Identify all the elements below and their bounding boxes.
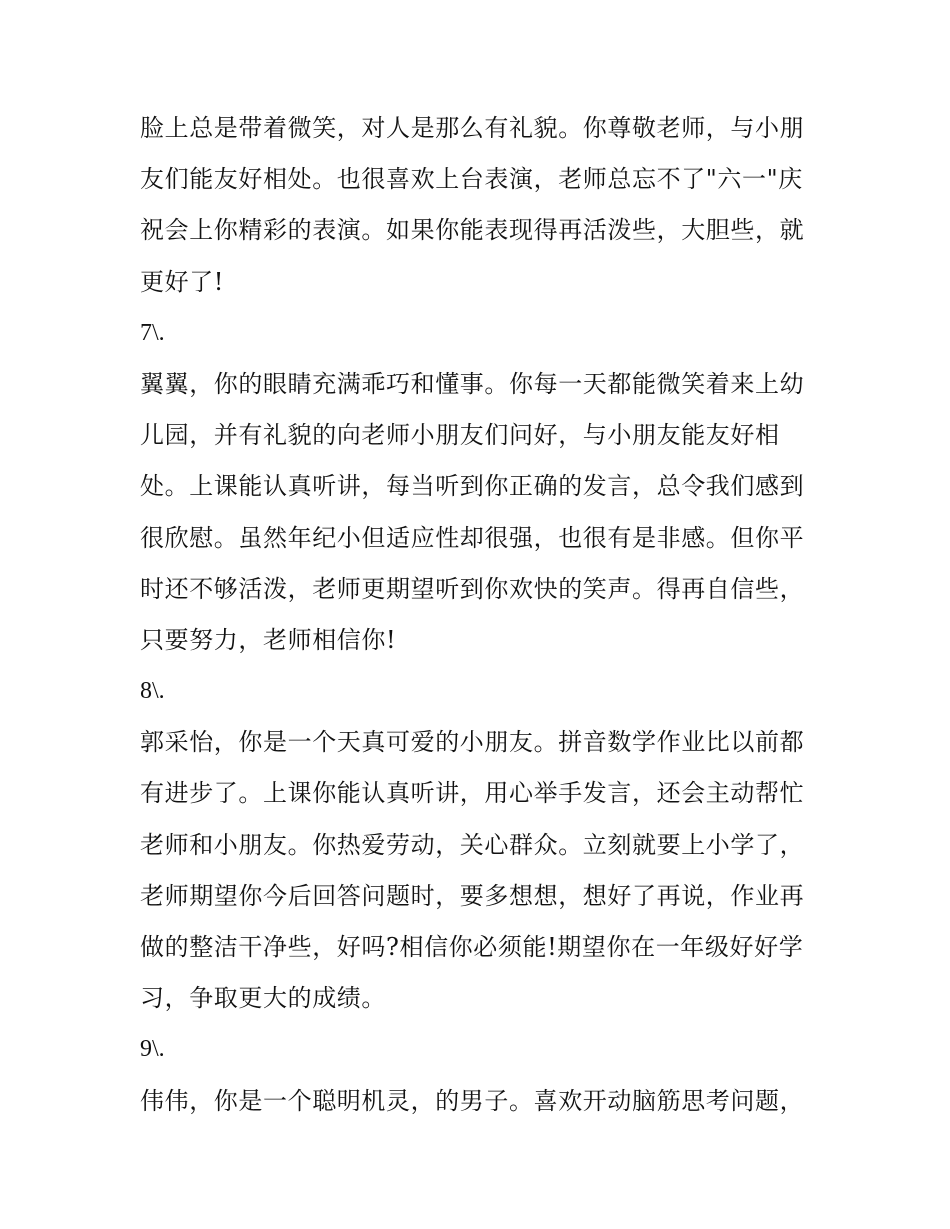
text-line: 很欣慰。虽然年纪小但适应性却很强，也很有是非感。但你平 [140,523,805,552]
text-line: 脸上总是带着微笑，对人是那么有礼貌。你尊敬老师，与小朋 [140,114,805,142]
text-line: 处。上课能认真听讲，每当听到你正确的发言，总令我们感到 [140,472,805,501]
item-number: 7\. [140,319,165,346]
item-number: 8\. [140,678,165,705]
document-body [140,103,820,1127]
text-line: 祝会上你精彩的表演。如果你能表现得再活泼些，大胆些，就 [140,216,805,245]
text-line: 翼翼，你的眼睛充满乖巧和懂事。你每一天都能微笑着来上幼 [140,369,805,398]
text-line: 郭采怡，你是一个天真可爱的小朋友。拼音数学作业比以前都 [140,728,805,757]
text-line: 做的整洁干净些，好吗?相信你必须能!期望你在一年级好好学 [140,933,804,961]
text-line: 时还不够活泼，老师更期望听到你欢快的笑声。得再自信些， [140,574,805,603]
text-line: 儿园，并有礼貌的向老师小朋友们问好，与小朋友能友好相 [140,421,780,450]
text-line: 习，争取更大的成绩。 [140,984,386,1013]
text-line: 老师期望你今后回答问题时，要多想想，想好了再说，作业再 [140,881,805,910]
text-line: 更好了! [140,267,225,296]
text-line: 友们能友好相处。也很喜欢上台表演，老师总忘不了"六一"庆 [140,165,803,194]
text-line: 有进步了。上课你能认真听讲，用心举手发言，还会主动帮忙 [140,779,805,808]
text-line: 伟伟，你是一个聪明机灵，的男子。喜欢开动脑筋思考问题， [140,1086,805,1115]
text-line: 老师和小朋友。你热爱劳动，关心群众。立刻就要上小学了， [140,830,805,859]
item-number: 9\. [140,1036,165,1063]
text-line: 只要努力，老师相信你! [140,625,397,654]
